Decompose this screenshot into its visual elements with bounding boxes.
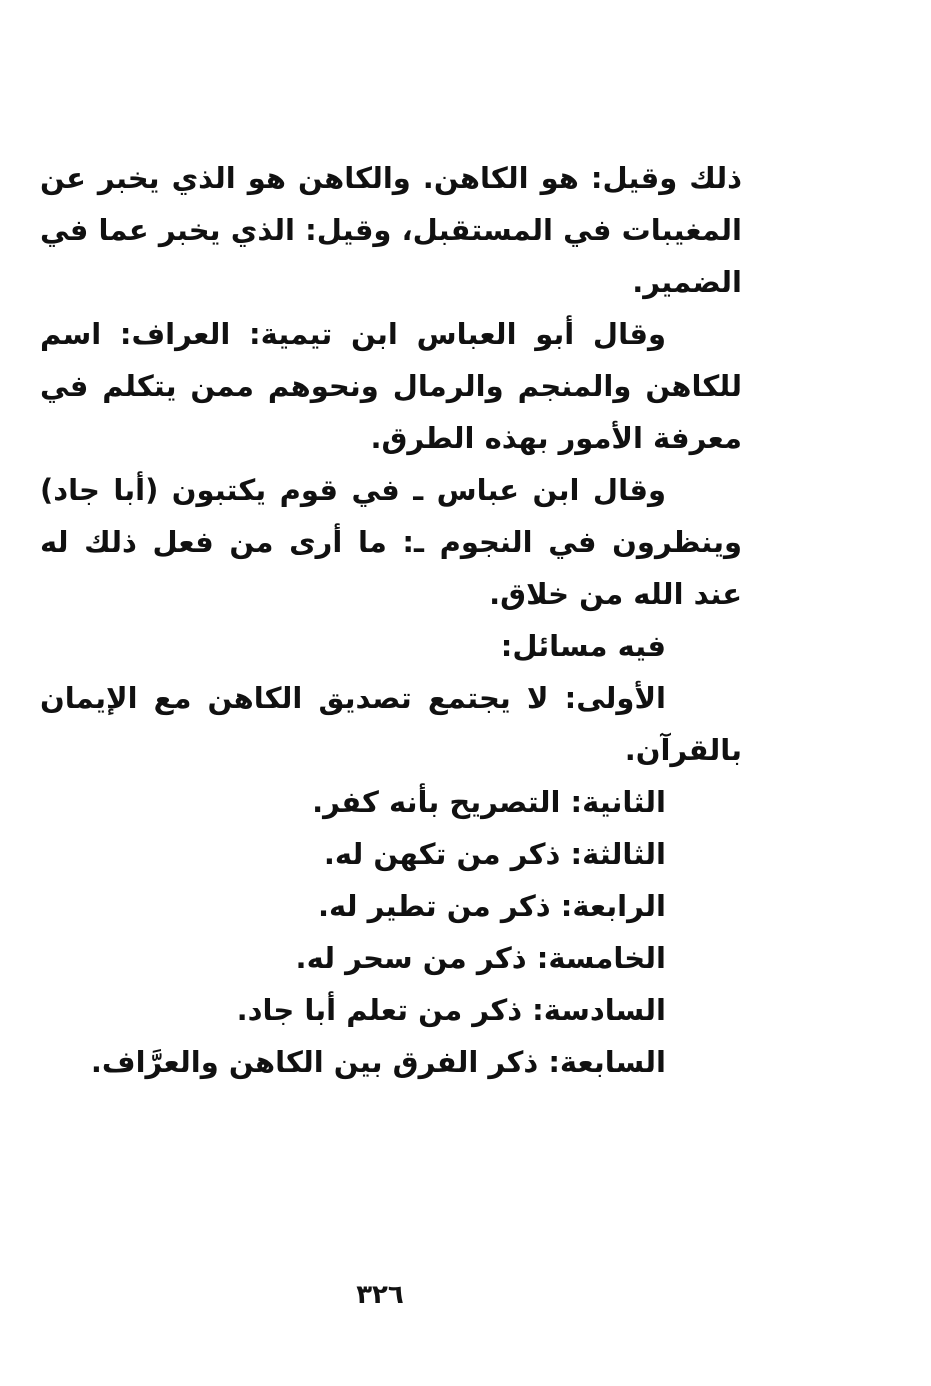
paragraph-ibn-taymiyyah: وقال أبو العباس ابن تيمية: العراف: اسم للكاهن والمنجم والرمال ونحوهم ممن يتكلم في معرفة الأمور بهذه الطرق. <box>40 317 742 455</box>
issues-heading: فيه مسائل: <box>500 629 666 663</box>
page-number: ٣٢٦ <box>356 1280 404 1310</box>
issue-sixth: السادسة: ذكر من تعلم أبا جاد. <box>236 993 666 1027</box>
issue-second: الثانية: التصريح بأنه كفر. <box>312 785 666 819</box>
issue-seventh: السابعة: ذكر الفرق بين الكاهن والعرَّاف. <box>90 1045 666 1079</box>
paragraph-definition: ذلك وقيل: هو الكاهن. والكاهن هو الذي يخبر عن المغيبات في المستقبل، وقيل: الذي يخبر عما في الضمير. <box>40 161 742 299</box>
issue-fourth: الرابعة: ذكر من تطير له. <box>318 889 666 923</box>
paragraph-ibn-abbas: وقال ابن عباس ـ في قوم يكتبون (أبا جاد) وينظرون في النجوم ـ: ما أرى من فعل ذلك له عند الله من خلاق. <box>40 473 742 611</box>
issue-first: الأولى: لا يجتمع تصديق الكاهن مع الإيمان بالقرآن. <box>40 681 742 767</box>
issue-fifth: الخامسة: ذكر من سحر له. <box>295 941 666 975</box>
issue-third: الثالثة: ذكر من تكهن له. <box>323 837 666 871</box>
body-text <box>40 152 742 1088</box>
